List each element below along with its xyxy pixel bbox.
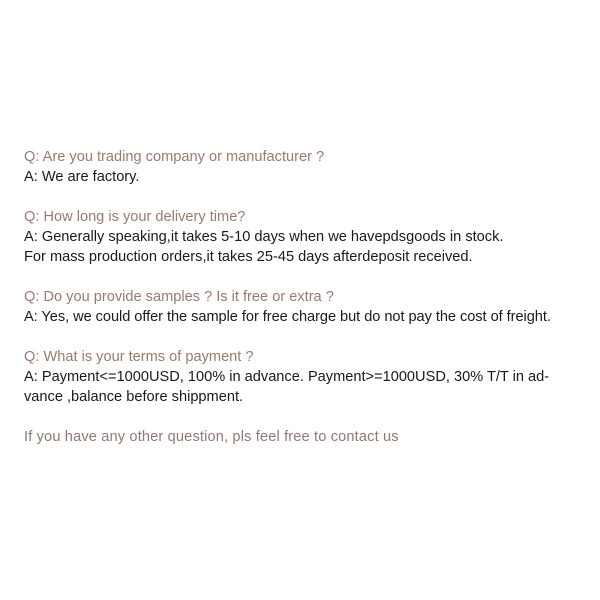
faq-answer-line: A: We are factory. <box>24 169 140 185</box>
faq-answer-line: For mass production orders,it takes 25-45 days afterdeposit received. <box>24 249 473 265</box>
faq-question: Q: Are you trading company or manufacturer ? <box>24 149 325 165</box>
faq-answer-line: vance ,balance before shippment. <box>24 389 244 405</box>
faq-question: Q: How long is your delivery time? <box>24 209 246 225</box>
faq-item-delivery-time <box>24 207 584 267</box>
faq-question: Q: Do you provide samples ? Is it free or extra ? <box>24 289 334 305</box>
contact-note: If you have any other question, pls feel free to contact us <box>24 429 399 445</box>
faq-answer-line: A: Payment<=1000USD, 100% in advance. Payment>=1000USD, 30% T/T in ad- <box>24 369 550 385</box>
faq-item-payment-terms <box>24 347 584 407</box>
faq-question: Q: What is your terms of payment ? <box>24 349 254 365</box>
faq-answer-line: A: Generally speaking,it takes 5-10 days when we havepdsgoods in stock. <box>24 229 504 245</box>
faq-section <box>24 147 584 447</box>
faq-item-trading-or-manufacturer <box>24 147 584 187</box>
faq-item-samples <box>24 287 584 327</box>
faq-answer-line: A: Yes, we could offer the sample for free charge but do not pay the cost of freight. <box>24 309 551 325</box>
